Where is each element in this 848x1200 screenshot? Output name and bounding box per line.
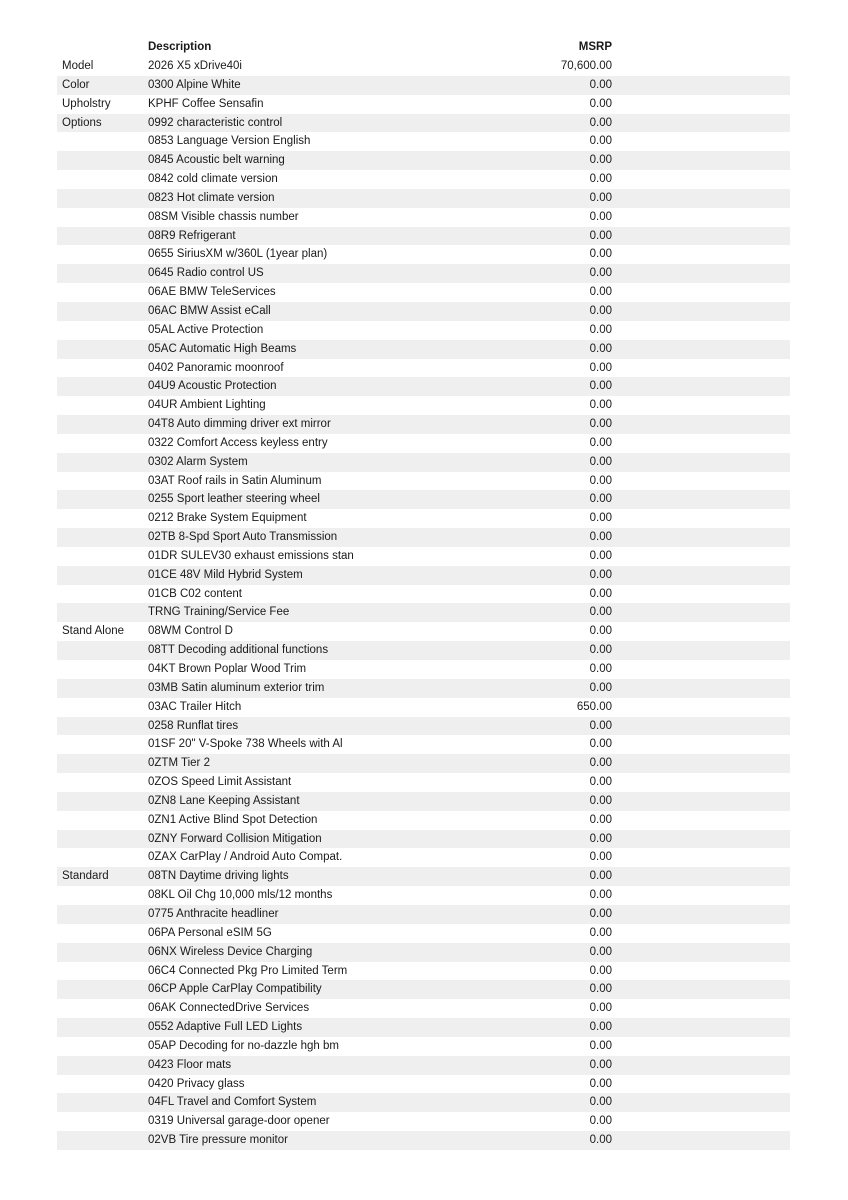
description-cell: 04FL Travel and Comfort System [148, 1096, 317, 1109]
description-cell: 02VB Tire pressure monitor [148, 1134, 288, 1147]
description-cell: 01DR SULEV30 exhaust emissions stan [148, 549, 354, 562]
description-cell: 0322 Comfort Access keyless entry [148, 436, 328, 449]
description-cell: 03AT Roof rails in Satin Aluminum [148, 474, 322, 487]
description-cell: 0552 Adaptive Full LED Lights [148, 1021, 303, 1034]
msrp-cell: 0.00 [589, 380, 612, 393]
table-row [57, 999, 790, 1018]
msrp-cell: 70,600.00 [560, 60, 612, 72]
description-cell: 0645 Radio control US [148, 267, 264, 280]
msrp-cell: 0.00 [589, 1058, 612, 1071]
description-cell: 0420 Privacy glass [148, 1077, 245, 1090]
description-cell: 0992 characteristic control [148, 116, 283, 129]
msrp-cell: 0.00 [589, 776, 612, 789]
table-row [57, 95, 790, 114]
msrp-cell: 0.00 [589, 267, 612, 280]
description-cell: 0ZN8 Lane Keeping Assistant [148, 794, 300, 807]
description-cell: 04KT Brown Poplar Wood Trim [148, 663, 307, 675]
table-row [57, 434, 790, 453]
msrp-cell: 0.00 [589, 455, 612, 468]
msrp-cell: 0.00 [589, 418, 612, 431]
table-row [57, 924, 790, 943]
table-row [57, 1075, 790, 1094]
msrp-cell: 0.00 [589, 757, 612, 770]
description-cell: 08R9 Refrigerant [148, 229, 236, 242]
description-cell: 0212 Brake System Equipment [148, 512, 307, 525]
msrp-cell: 650.00 [576, 700, 612, 713]
table-row [57, 396, 790, 415]
table-row [57, 792, 790, 811]
table-row [57, 622, 790, 641]
msrp-cell: 0.00 [589, 964, 612, 977]
description-cell: 04U9 Acoustic Protection [148, 380, 277, 393]
msrp-cell: 0.00 [589, 474, 612, 487]
table-row [57, 679, 790, 698]
description-cell: 06AK ConnectedDrive Services [148, 1002, 310, 1015]
msrp-cell: 0.00 [589, 154, 612, 167]
msrp-cell: 0.00 [589, 1096, 612, 1109]
table-row [57, 453, 790, 472]
table-row [57, 698, 790, 717]
table-row [57, 76, 790, 95]
msrp-cell: 0.00 [589, 794, 612, 807]
table-row [57, 57, 790, 76]
table-row [57, 264, 790, 283]
msrp-cell: 0.00 [589, 97, 612, 110]
table-row [57, 773, 790, 792]
table-row [57, 227, 790, 246]
table-row [57, 660, 790, 679]
table-row [57, 735, 790, 754]
description-cell: TRNG Training/Service Fee [148, 606, 290, 619]
msrp-cell: 0.00 [589, 116, 612, 129]
table-row [57, 1112, 790, 1131]
msrp-cell: 0.00 [589, 663, 612, 675]
table-row [57, 1056, 790, 1075]
category-cell: Options [62, 116, 102, 129]
description-cell: 0823 Hot climate version [148, 191, 275, 204]
msrp-cell: 0.00 [589, 926, 612, 939]
description-cell: 06AE BMW TeleServices [148, 286, 276, 299]
msrp-cell: 0.00 [589, 531, 612, 544]
description-cell: 06NX Wireless Device Charging [148, 945, 313, 958]
msrp-cell: 0.00 [589, 568, 612, 581]
msrp-cell: 0.00 [589, 1077, 612, 1090]
category-cell: Stand Alone [62, 625, 125, 638]
description-cell: 0842 cold climate version [148, 173, 278, 186]
msrp-cell: 0.00 [589, 342, 612, 355]
table-row [57, 547, 790, 566]
description-cell: 0845 Acoustic belt warning [148, 154, 285, 167]
table-row [57, 509, 790, 528]
description-cell: 0319 Universal garage-door opener [148, 1115, 330, 1128]
table-row [57, 189, 790, 208]
header-msrp: MSRP [578, 41, 612, 54]
msrp-cell: 0.00 [589, 945, 612, 958]
msrp-cell: 0.00 [589, 549, 612, 562]
table-row [57, 151, 790, 170]
description-cell: 0402 Panoramic moonroof [148, 361, 284, 374]
description-cell: KPHF Coffee Sensafin [148, 97, 264, 110]
msrp-cell: 0.00 [589, 304, 612, 317]
description-cell: 0302 Alarm System [148, 455, 248, 468]
description-cell: 01CB C02 content [148, 587, 242, 600]
msrp-cell: 0.00 [589, 512, 612, 525]
description-cell: 0ZOS Speed Limit Assistant [148, 776, 292, 789]
table-row [57, 905, 790, 924]
msrp-cell: 0.00 [589, 983, 612, 996]
msrp-cell: 0.00 [589, 1134, 612, 1147]
description-cell: 02TB 8-Spd Sport Auto Transmission [148, 531, 338, 544]
description-cell: 03MB Satin aluminum exterior trim [148, 681, 325, 694]
description-cell: 05AP Decoding for no-dazzle hgh bm [148, 1039, 339, 1052]
msrp-cell: 0.00 [589, 135, 612, 148]
description-cell: 06CP Apple CarPlay Compatibility [148, 983, 322, 996]
msrp-cell: 0.00 [589, 644, 612, 657]
table-row [57, 980, 790, 999]
description-cell: 0423 Floor mats [148, 1058, 232, 1071]
msrp-cell: 0.00 [589, 286, 612, 299]
description-cell: 0775 Anthracite headliner [148, 907, 279, 920]
table-row [57, 340, 790, 359]
msrp-cell: 0.00 [589, 1021, 612, 1034]
table-row [57, 321, 790, 340]
table-row [57, 603, 790, 622]
table-header-row [57, 38, 790, 57]
table-row [57, 1037, 790, 1056]
msrp-cell: 0.00 [589, 1115, 612, 1128]
msrp-cell: 0.00 [589, 889, 612, 902]
category-cell: Standard [62, 870, 109, 883]
table-row [57, 1018, 790, 1037]
msrp-cell: 0.00 [589, 210, 612, 223]
description-cell: 06PA Personal eSIM 5G [148, 926, 272, 939]
msrp-cell: 0.00 [589, 681, 612, 694]
description-cell: 0ZNY Forward Collision Mitigation [148, 832, 322, 845]
category-cell: Color [62, 78, 90, 91]
description-cell: 04T8 Auto dimming driver ext mirror [148, 418, 331, 431]
description-cell: 01CE 48V Mild Hybrid System [148, 568, 303, 581]
table-row [57, 585, 790, 604]
table-row [57, 359, 790, 378]
msrp-cell: 0.00 [589, 361, 612, 374]
table-row [57, 943, 790, 962]
table-row [57, 641, 790, 660]
description-cell: 0ZN1 Active Blind Spot Detection [148, 813, 318, 826]
table-row [57, 132, 790, 151]
description-cell: 04UR Ambient Lighting [148, 399, 266, 412]
msrp-cell: 0.00 [589, 625, 612, 638]
table-row [57, 962, 790, 981]
description-cell: 0853 Language Version English [148, 135, 311, 148]
description-cell: 0655 SiriusXM w/360L (1year plan) [148, 248, 328, 261]
category-cell: Model [62, 60, 94, 72]
msrp-cell: 0.00 [589, 719, 612, 732]
description-cell: 05AL Active Protection [148, 323, 264, 336]
msrp-cell: 0.00 [589, 738, 612, 751]
description-cell: 08TN Daytime driving lights [148, 870, 289, 883]
table-row [57, 830, 790, 849]
description-cell: 03AC Trailer Hitch [148, 700, 242, 713]
msrp-cell: 0.00 [589, 229, 612, 242]
table-row [57, 717, 790, 736]
description-cell: 08SM Visible chassis number [148, 210, 299, 223]
table-row [57, 377, 790, 396]
table-row [57, 867, 790, 886]
msrp-cell: 0.00 [589, 813, 612, 826]
table-row [57, 490, 790, 509]
msrp-cell: 0.00 [589, 606, 612, 619]
table-row [57, 208, 790, 227]
msrp-cell: 0.00 [589, 832, 612, 845]
table-row [57, 566, 790, 585]
table-row [57, 848, 790, 867]
table-row [57, 811, 790, 830]
msrp-cell: 0.00 [589, 1039, 612, 1052]
description-cell: 2026 X5 xDrive40i [148, 60, 242, 72]
msrp-cell: 0.00 [589, 323, 612, 336]
table-body [57, 57, 790, 1150]
msrp-cell: 0.00 [589, 1002, 612, 1015]
description-cell: 08TT Decoding additional functions [148, 644, 329, 657]
description-cell: 0300 Alpine White [148, 78, 241, 91]
description-cell: 08WM Control D [148, 625, 233, 638]
msrp-cell: 0.00 [589, 907, 612, 920]
msrp-cell: 0.00 [589, 493, 612, 506]
description-cell: 08KL Oil Chg 10,000 mls/12 months [148, 889, 333, 902]
category-cell: Upholstry [62, 97, 111, 110]
msrp-cell: 0.00 [589, 191, 612, 204]
table-row [57, 283, 790, 302]
msrp-cell: 0.00 [589, 587, 612, 600]
table-row [57, 754, 790, 773]
table-row [57, 1093, 790, 1112]
table-row [57, 114, 790, 133]
description-cell: 0ZTM Tier 2 [148, 757, 210, 770]
description-cell: 0258 Runflat tires [148, 719, 239, 732]
description-cell: 06C4 Connected Pkg Pro Limited Term [148, 964, 348, 977]
table-row [57, 415, 790, 434]
header-description: Description [148, 41, 212, 54]
description-cell: 0255 Sport leather steering wheel [148, 493, 320, 506]
table-row [57, 302, 790, 321]
table-row [57, 886, 790, 905]
msrp-cell: 0.00 [589, 436, 612, 449]
description-cell: 05AC Automatic High Beams [148, 342, 297, 355]
msrp-cell: 0.00 [589, 78, 612, 91]
table-row [57, 170, 790, 189]
table-row [57, 528, 790, 547]
vehicle-pricing-table [57, 38, 790, 1150]
msrp-cell: 0.00 [589, 399, 612, 412]
msrp-cell: 0.00 [589, 248, 612, 261]
table-row [57, 472, 790, 491]
table-row [57, 1131, 790, 1150]
msrp-cell: 0.00 [589, 851, 612, 864]
msrp-cell: 0.00 [589, 870, 612, 883]
description-cell: 06AC BMW Assist eCall [148, 304, 271, 317]
table-row [57, 245, 790, 264]
description-cell: 0ZAX CarPlay / Android Auto Compat. [148, 851, 343, 864]
msrp-cell: 0.00 [589, 173, 612, 186]
description-cell: 01SF 20" V-Spoke 738 Wheels with Al [148, 738, 343, 751]
